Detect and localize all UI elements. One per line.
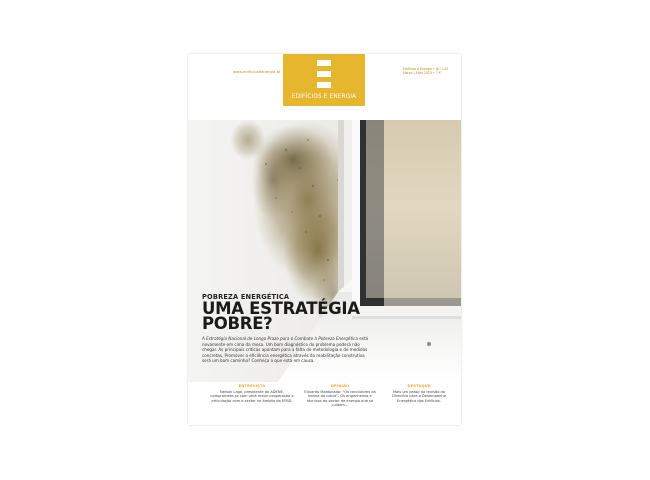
teaser-label: OPINIÃO (330, 384, 350, 388)
brand-name: EDIFÍCIOS E ENERGIA (291, 93, 357, 100)
teaser-opinion (304, 384, 376, 408)
lead-italic-title: Estratégia Nacional de Longo Prazo para o Combate à Pobreza Energética (206, 336, 358, 341)
teaser-text: Mais um passo na revisão da Directiva para o Desempenho Energético dos Edifícios. (392, 389, 446, 403)
lead-paragraph (202, 336, 372, 364)
lead-text: está novamente em cima da mesa. Um bom diagnóstico do problema poderá não chegar. As principais críticas apontam para a falta de metodologia e de medidas concretas. Promover a eficiência energética através da reabilitação construtiva será um bom caminho? Conheça o que está em causa. (202, 336, 369, 364)
teaser-label: DESTAQUE (407, 384, 431, 388)
magazine-cover (188, 54, 461, 425)
lead-prefix: A (202, 336, 207, 341)
headline-line: POBRE? (202, 314, 273, 333)
article-category: POBREZA ENERGÉTICA (202, 293, 290, 301)
teaser-interview (210, 384, 294, 403)
logo-icon (317, 60, 331, 88)
headline-line: UMA ESTRATÉGIA (202, 299, 360, 318)
cover-headline (202, 301, 362, 331)
issue-date: Março | Abril 2023 • 7 € (402, 71, 441, 76)
issue-number: Edifícios e Energia • N.º 144 (402, 67, 448, 71)
teaser-label: ENTREVISTA (238, 384, 266, 388)
site-url: www.edificioseenergia.pt (233, 70, 281, 74)
teaser-highlight (386, 384, 452, 403)
masthead-logo (283, 54, 365, 106)
teaser-text: Nelson Lage, presidente da ADENE, compromete-se com uma maior cooperação e articulação com o sector no âmbito da EFBD. (210, 389, 294, 403)
teaser-text: Eduardo Maldonado: "Os condutores da banha da cobra". Os engenheiros e técnicos do sector de energia que se cuidem... (304, 389, 376, 408)
issue-info (403, 67, 448, 75)
